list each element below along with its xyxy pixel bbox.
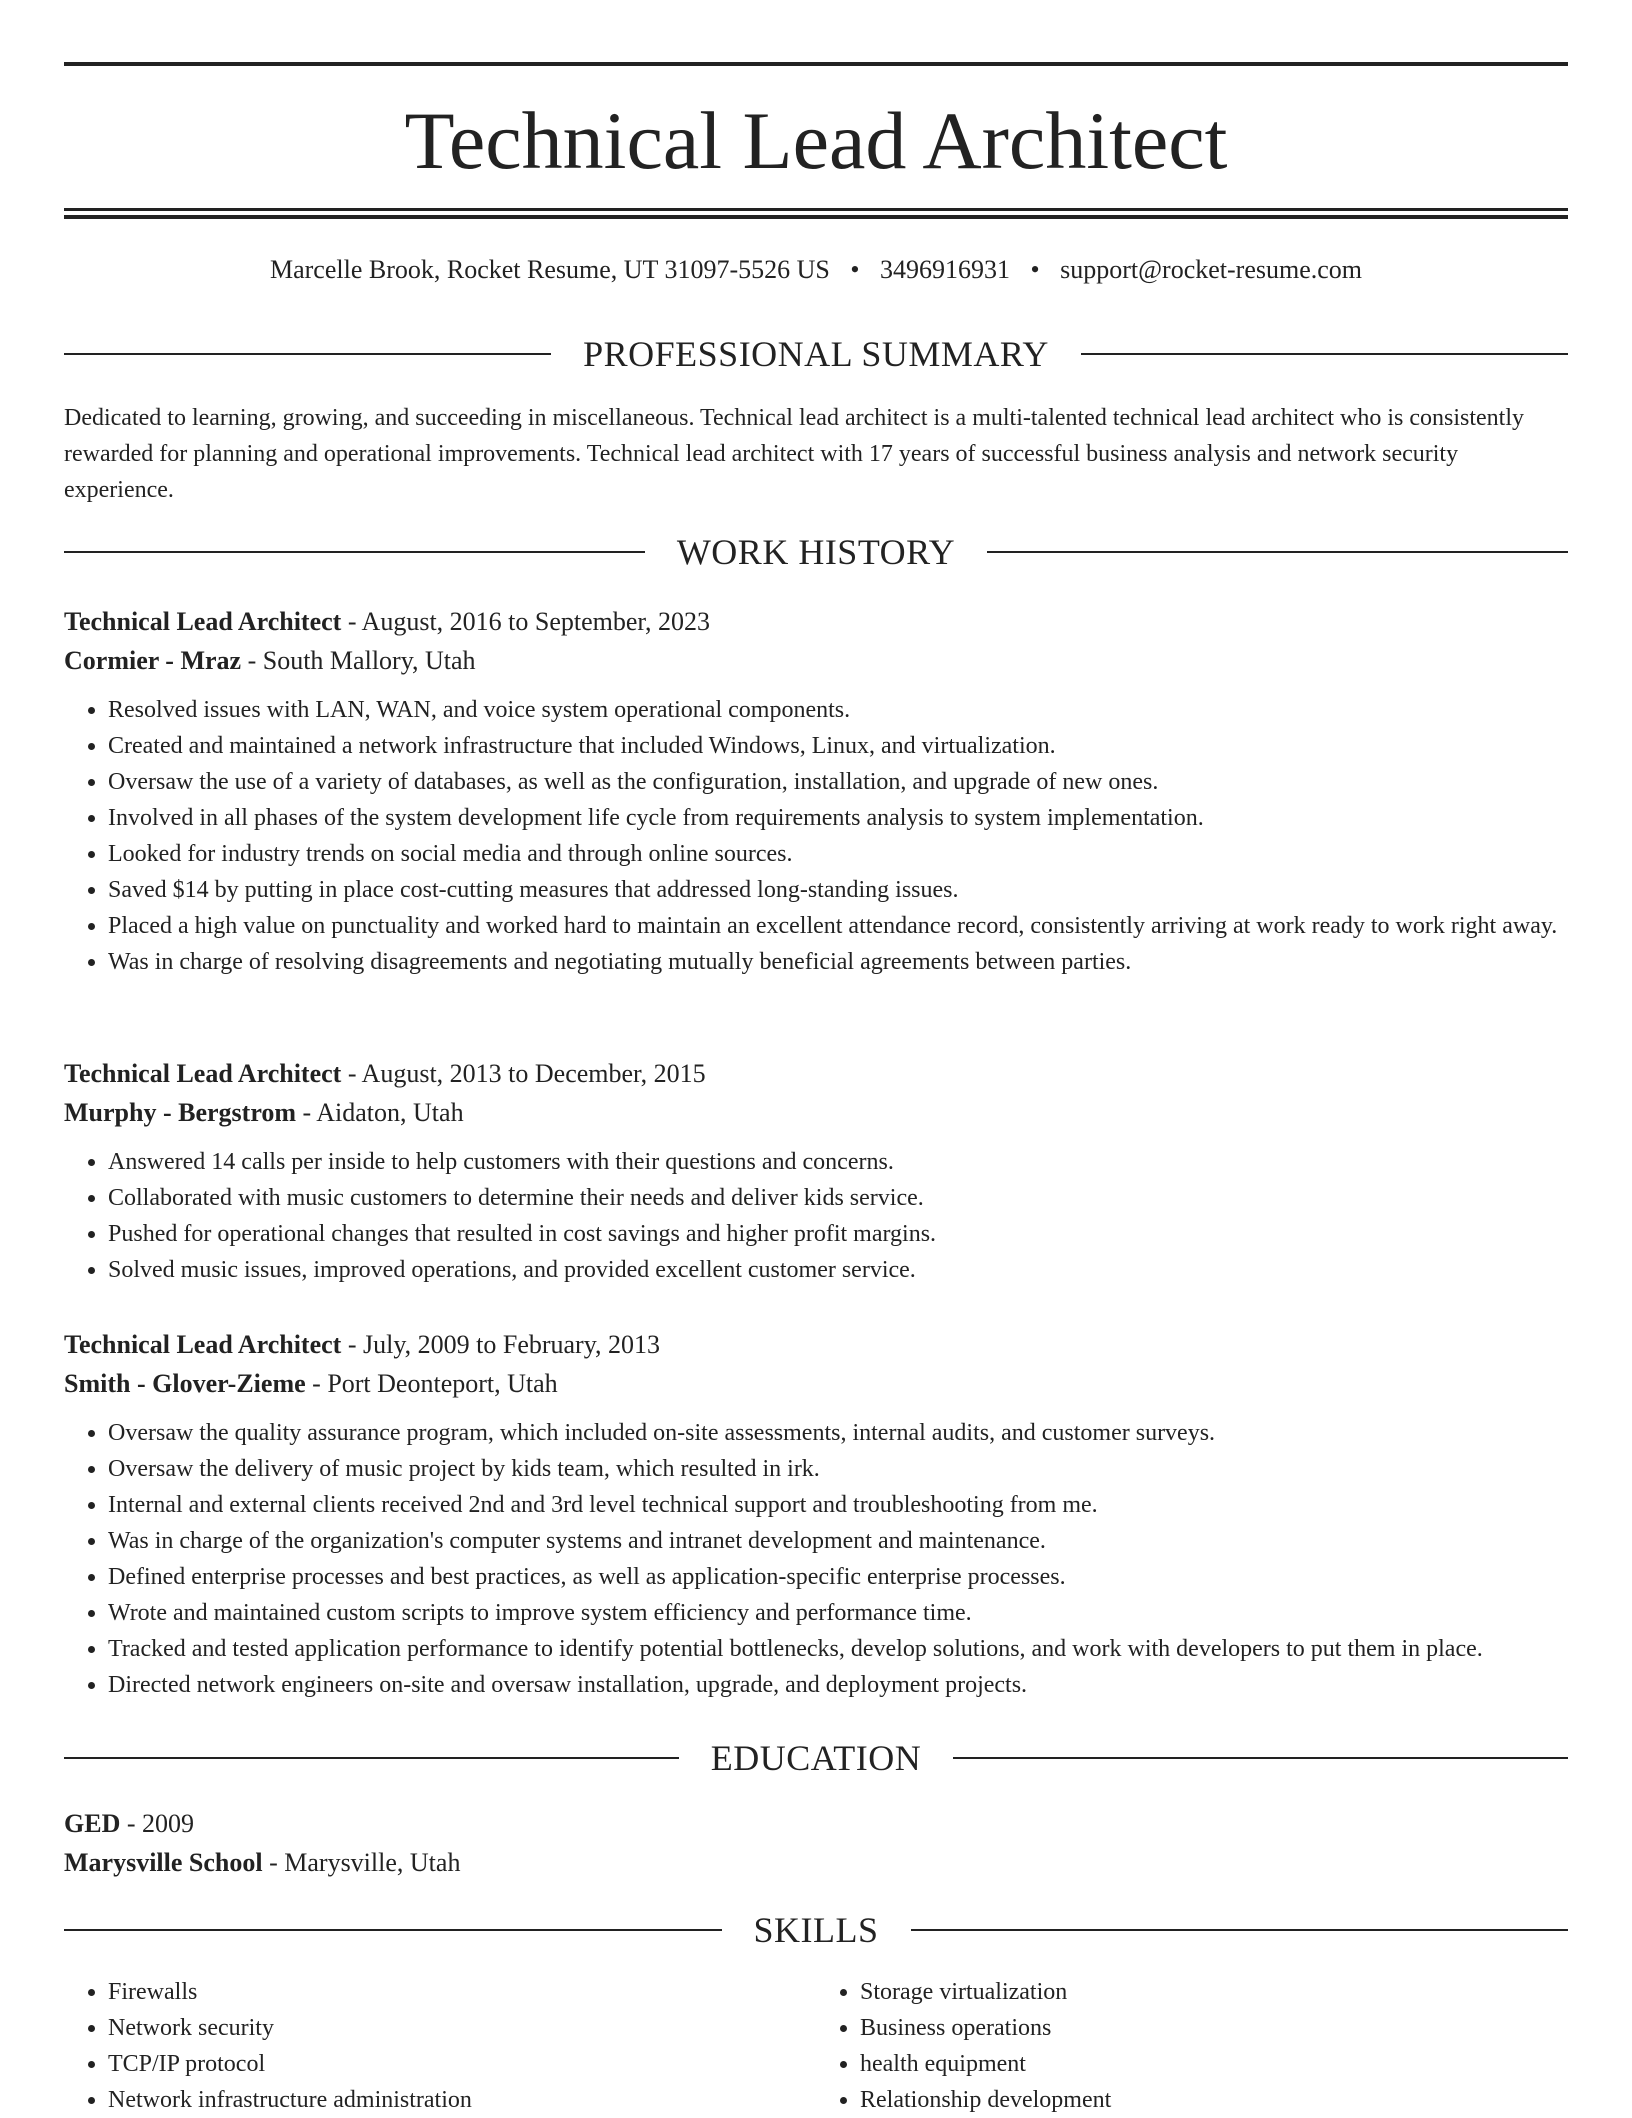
job-location: - Port Deonteport, Utah	[305, 1369, 558, 1398]
heading-rule-left	[64, 353, 551, 355]
summary-text: Dedicated to learning, growing, and succeeding in miscellaneous. Technical lead architect is a multi-talented technical lead architect who is consistently rewarded for planning and operational improvements. Technical lead architect with 17 years of successful business analysis and network security experience.	[64, 405, 1525, 503]
job-bullet: • Resolved issues with LAN, WAN, and voice system operational components.	[108, 692, 1568, 728]
job-bullet: • Wrote and maintained custom scripts to improve system efficiency and performance time.	[108, 1595, 1568, 1631]
job-company-line	[64, 641, 1568, 680]
education-school: Marysville School	[64, 1848, 263, 1877]
job-bullets	[64, 1415, 1568, 1703]
work-history-heading-label: WORK HISTORY	[676, 532, 956, 572]
skills-list-right	[816, 1974, 1568, 2118]
skill-item: • TCP/IP protocol	[108, 2046, 816, 2082]
job-bullet: • Oversaw the use of a variety of databases, as well as the configuration, installation, and upgrade of new ones.	[108, 764, 1568, 800]
contact-separator: •	[850, 255, 860, 284]
job-bullet: • Collaborated with music customers to determine their needs and deliver kids service.	[108, 1180, 1568, 1216]
heading-rule-right	[1081, 353, 1568, 355]
job-entry	[64, 602, 1568, 980]
heading-rule-left	[64, 551, 645, 553]
job-bullet: • Answered 14 calls per inside to help customers with their questions and concerns.	[108, 1144, 1568, 1180]
job-dates: - August, 2013 to December, 2015	[341, 1059, 706, 1088]
job-bullet: • Was in charge of resolving disagreements and negotiating mutually beneficial agreements between parties.	[108, 944, 1568, 980]
summary-heading-label: PROFESSIONAL SUMMARY	[583, 334, 1049, 374]
top-rule	[64, 62, 1568, 66]
skill-item: • Firewalls	[108, 1974, 816, 2010]
contact-email: support@rocket-resume.com	[1060, 255, 1363, 284]
education-degree: GED	[64, 1809, 121, 1838]
job-company-line	[64, 1093, 1568, 1132]
heading-rule-right	[911, 1929, 1569, 1931]
education-heading-label: EDUCATION	[710, 1738, 922, 1778]
skills-columns	[64, 1974, 1568, 2118]
job-title-line	[64, 1054, 1568, 1093]
job-dates: - August, 2016 to September, 2023	[341, 607, 711, 636]
job-bullet: • Created and maintained a network infrastructure that included Windows, Linux, and virtualization.	[108, 728, 1568, 764]
skills-heading-label: SKILLS	[753, 1910, 879, 1950]
job-bullet: • Oversaw the delivery of music project by kids team, which resulted in irk.	[108, 1451, 1568, 1487]
job-location: - Aidaton, Utah	[296, 1098, 464, 1127]
education-year: - 2009	[120, 1809, 195, 1838]
work-history-heading	[64, 530, 1568, 574]
job-title-line	[64, 602, 1568, 641]
skill-item: • Storage virtualization	[860, 1974, 1568, 2010]
job-dates: - July, 2009 to February, 2013	[341, 1330, 661, 1359]
job-title: Technical Lead Architect	[64, 1059, 342, 1088]
heading-rule-left	[64, 1757, 679, 1759]
skill-item: • Relationship development	[860, 2082, 1568, 2118]
education-degree-line	[64, 1804, 1568, 1843]
job-title: Technical Lead Architect	[64, 1330, 342, 1359]
skill-item: • health equipment	[860, 2046, 1568, 2082]
job-title: Technical Lead Architect	[64, 607, 342, 636]
title-double-rule-upper	[64, 208, 1568, 211]
heading-rule-left	[64, 1929, 722, 1931]
job-bullet: • Solved music issues, improved operations, and provided excellent customer service.	[108, 1252, 1568, 1288]
education-entry	[64, 1804, 1568, 1882]
resume-title: Technical Lead Architect	[404, 95, 1228, 186]
skill-item: • Network infrastructure administration	[108, 2082, 816, 2118]
skill-item: • Business operations	[860, 2010, 1568, 2046]
job-bullet: • Oversaw the quality assurance program, which included on-site assessments, internal audits, and customer surveys.	[108, 1415, 1568, 1451]
contact-phone: 3496916931	[879, 255, 1010, 284]
skill-item: • Network security	[108, 2010, 816, 2046]
job-location: - South Mallory, Utah	[241, 646, 476, 675]
heading-rule-right	[987, 551, 1568, 553]
skills-list-left	[64, 1974, 816, 2118]
education-school-line	[64, 1843, 1568, 1882]
job-entry	[64, 1054, 1568, 1288]
job-bullet: • Pushed for operational changes that resulted in cost savings and higher profit margins.	[108, 1216, 1568, 1252]
job-company-line	[64, 1364, 1568, 1403]
summary-heading	[64, 332, 1568, 376]
contact-separator: •	[1030, 255, 1040, 284]
skills-heading	[64, 1908, 1568, 1952]
heading-rule-right	[953, 1757, 1568, 1759]
title-double-rule-lower	[64, 215, 1568, 219]
job-bullet: • Saved $14 by putting in place cost-cutting measures that addressed long-standing issues.	[108, 872, 1568, 908]
job-entry	[64, 1325, 1568, 1703]
contact-line	[64, 252, 1568, 288]
job-bullets	[64, 692, 1568, 980]
job-bullet: • Internal and external clients received 2nd and 3rd level technical support and troubleshooting from me.	[108, 1487, 1568, 1523]
job-company: Murphy - Bergstrom	[64, 1098, 297, 1127]
job-bullet: • Tracked and tested application performance to identify potential bottlenecks, develop solutions, and work with developers to put them in place.	[108, 1631, 1568, 1667]
job-company: Cormier - Mraz	[64, 646, 242, 675]
job-bullet: • Looked for industry trends on social media and through online sources.	[108, 836, 1568, 872]
education-location: - Marysville, Utah	[262, 1848, 461, 1877]
job-bullet: • Involved in all phases of the system development life cycle from requirements analysis to system implementation.	[108, 800, 1568, 836]
job-title-line	[64, 1325, 1568, 1364]
job-bullet: • Was in charge of the organization's computer systems and intranet development and maintenance.	[108, 1523, 1568, 1559]
job-bullet: • Directed network engineers on-site and oversaw installation, upgrade, and deployment projects.	[108, 1667, 1568, 1703]
job-bullet: • Defined enterprise processes and best practices, as well as application-specific enterprise processes.	[108, 1559, 1568, 1595]
education-heading	[64, 1736, 1568, 1780]
job-company: Smith - Glover-Zieme	[64, 1369, 306, 1398]
contact-address: Marcelle Brook, Rocket Resume, UT 31097-5526 US	[269, 255, 830, 284]
job-bullet: • Placed a high value on punctuality and worked hard to maintain an excellent attendance record, consistently arriving at work ready to work right away.	[108, 908, 1568, 944]
job-bullets	[64, 1144, 1568, 1288]
